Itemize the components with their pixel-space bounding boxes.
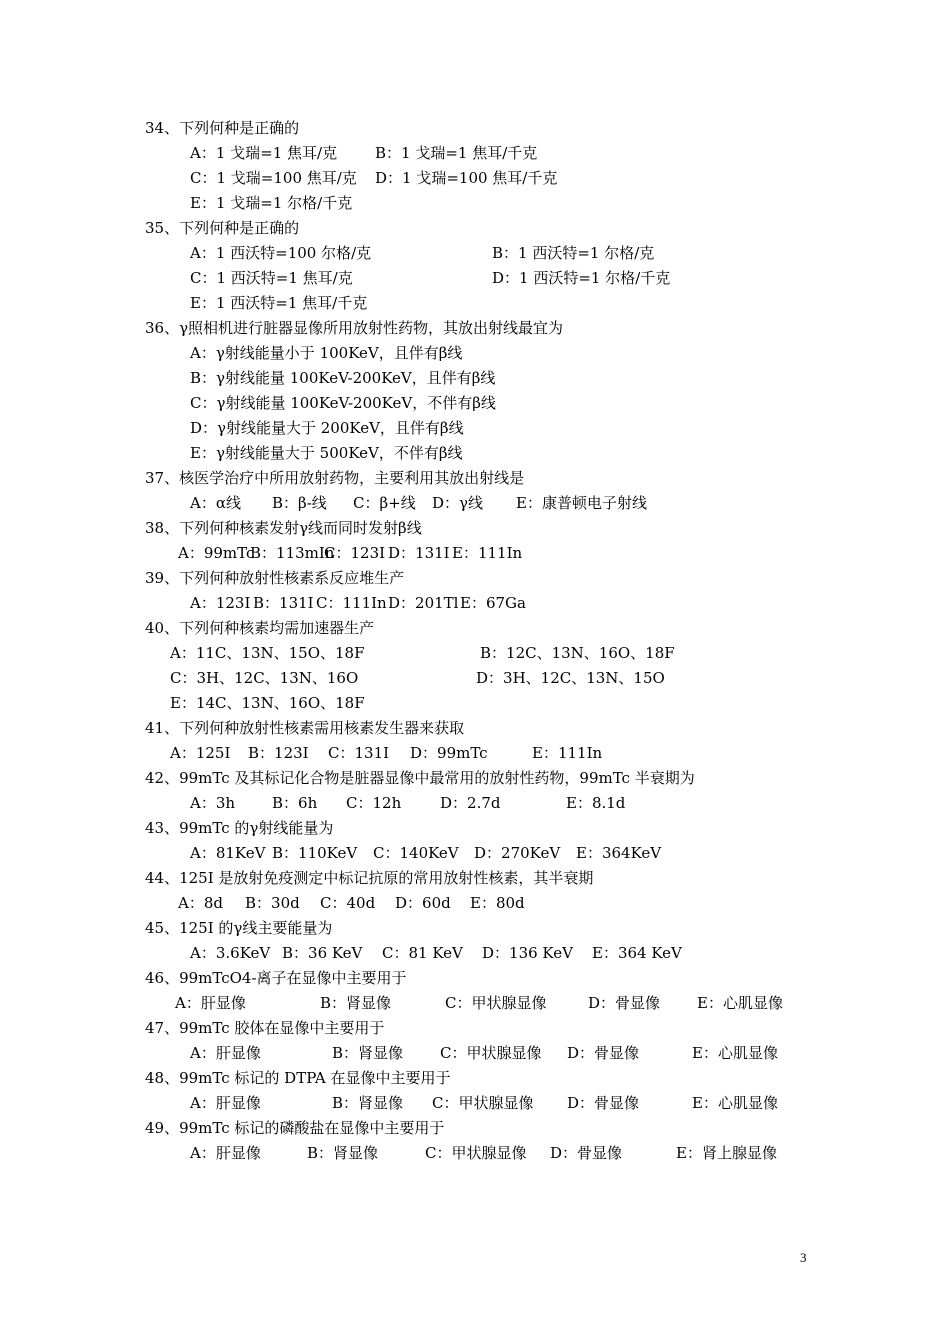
option-d: D：1 戈瑞=100 焦耳/千克 <box>375 169 558 187</box>
option-a: A：肝显像 <box>175 994 246 1012</box>
option-a: A：肝显像 <box>190 1044 261 1062</box>
option-c: C：甲状腺显像 <box>425 1144 527 1162</box>
question-41: 41、下列何种放射性核素需用核素发生器来获取 <box>145 719 465 737</box>
option-e: E：心肌显像 <box>692 1094 778 1112</box>
option-e: E：14C、13N、16O、18F <box>170 694 365 712</box>
option-b: B：1 戈瑞=1 焦耳/千克 <box>375 144 538 162</box>
option-a: A：8d <box>178 894 223 912</box>
option-c: C：甲状腺显像 <box>432 1094 534 1112</box>
option-d: D：99mTc <box>410 744 488 762</box>
option-c: C：40d <box>320 894 376 912</box>
option-b: B：β-线 <box>272 494 327 512</box>
option-d: D：骨显像 <box>588 994 661 1012</box>
option-e: E：67Ga <box>460 594 526 612</box>
option-e: E：肾上腺显像 <box>676 1144 777 1162</box>
option-e: E：心肌显像 <box>692 1044 778 1062</box>
option-a: A：99mTc <box>178 544 255 562</box>
option-d: D：骨显像 <box>567 1044 640 1062</box>
option-b: B：36 KeV <box>282 944 363 962</box>
question-39: 39、下列何种放射性核素系反应堆生产 <box>145 569 405 587</box>
option-b: B：12C、13N、16O、18F <box>480 644 675 662</box>
option-c: C：12h <box>346 794 402 812</box>
question-42: 42、99mTc 及其标记化合物是脏器显像中最常用的放射性药物，99mTc 半衰期为 <box>145 769 695 787</box>
option-a: A：肝显像 <box>190 1144 261 1162</box>
option-d: D：3H、12C、13N、15O <box>476 669 665 687</box>
option-c: C：131I <box>328 744 390 762</box>
option-d: D：骨显像 <box>567 1094 640 1112</box>
question-43: 43、99mTc 的γ射线能量为 <box>145 819 334 837</box>
question-49: 49、99mTc 标记的磷酸盐在显像中主要用于 <box>145 1119 445 1137</box>
option-b: B：113mIn <box>250 544 335 562</box>
question-37: 37、核医学治疗中所用放射药物，主要利用其放出射线是 <box>145 469 525 487</box>
option-e: E：γ射线能量大于 500KeV，不伴有β线 <box>190 444 463 462</box>
option-c: C：β+线 <box>353 494 416 512</box>
question-48: 48、99mTc 标记的 DTPA 在显像中主要用于 <box>145 1069 451 1087</box>
question-36: 36、γ照相机进行脏器显像所用放射性药物，其放出射线最宜为 <box>145 319 564 337</box>
option-a: A：肝显像 <box>190 1094 261 1112</box>
option-a: A：3.6KeV <box>190 944 271 962</box>
option-b: B：肾显像 <box>332 1094 404 1112</box>
option-d: D：γ线 <box>432 494 483 512</box>
page-number: 3 <box>800 1250 807 1265</box>
option-c: C：111In <box>316 594 387 612</box>
option-c: C：甲状腺显像 <box>440 1044 542 1062</box>
option-c: C：3H、12C、13N、16O <box>170 669 359 687</box>
option-a: A：1 戈瑞=1 焦耳/克 <box>190 144 338 162</box>
option-c: C：1 戈瑞=100 焦耳/克 <box>190 169 357 187</box>
option-b: B：123I <box>248 744 309 762</box>
option-c: C：甲状腺显像 <box>445 994 547 1012</box>
option-b: B：1 西沃特=1 尔格/克 <box>492 244 655 262</box>
option-e: E：1 西沃特=1 焦耳/千克 <box>190 294 368 312</box>
question-40: 40、下列何种核素均需加速器生产 <box>145 619 375 637</box>
option-b: B：30d <box>245 894 300 912</box>
option-b: B：肾显像 <box>307 1144 379 1162</box>
option-a: A：123I <box>190 594 251 612</box>
option-b: B：110KeV <box>272 844 358 862</box>
question-38: 38、下列何种核素发射γ线而同时发射β线 <box>145 519 422 537</box>
option-c: C：1 西沃特=1 焦耳/克 <box>190 269 353 287</box>
option-e: E：111In <box>532 744 603 762</box>
option-d: D：2.7d <box>440 794 501 812</box>
option-b: B：6h <box>272 794 318 812</box>
question-45: 45、125I 的γ线主要能量为 <box>145 919 333 937</box>
option-e: E：111In <box>452 544 523 562</box>
option-b: B：γ射线能量 100KeV-200KeV，且伴有β线 <box>190 369 496 387</box>
option-e: E：心肌显像 <box>697 994 783 1012</box>
option-d: D：γ射线能量大于 200KeV，且伴有β线 <box>190 419 464 437</box>
question-44: 44、125I 是放射免疫测定中标记抗原的常用放射性核素，其半衰期 <box>145 869 594 887</box>
option-d: D：60d <box>395 894 451 912</box>
option-d: D：136 KeV <box>482 944 573 962</box>
option-c: C：140KeV <box>373 844 459 862</box>
question-46: 46、99mTcO4-离子在显像中主要用于 <box>145 969 407 987</box>
option-d: D：1 西沃特=1 尔格/千克 <box>492 269 671 287</box>
option-c: C：81 KeV <box>382 944 463 962</box>
option-e: E：康普顿电子射线 <box>516 494 647 512</box>
option-a: A：11C、13N、15O、18F <box>170 644 365 662</box>
option-b: B：肾显像 <box>320 994 392 1012</box>
option-a: A：125I <box>170 744 231 762</box>
option-a: A：1 西沃特=100 尔格/克 <box>190 244 372 262</box>
option-d: D：270KeV <box>474 844 561 862</box>
option-b: B：131I <box>253 594 314 612</box>
option-d: D：131I <box>388 544 450 562</box>
option-a: A：α线 <box>190 494 241 512</box>
option-a: A：3h <box>190 794 236 812</box>
option-c: C：γ射线能量 100KeV-200KeV，不伴有β线 <box>190 394 496 412</box>
option-d: D：201Tl <box>388 594 459 612</box>
option-a: A：γ射线能量小于 100KeV，且伴有β线 <box>190 344 463 362</box>
option-e: E：80d <box>470 894 525 912</box>
option-e: E：8.1d <box>566 794 626 812</box>
option-b: B：肾显像 <box>332 1044 404 1062</box>
option-d: D：骨显像 <box>550 1144 623 1162</box>
question-34: 34、下列何种是正确的 <box>145 119 300 137</box>
option-c: C：123I <box>324 544 386 562</box>
option-e: E：364 KeV <box>592 944 682 962</box>
option-a: A：81KeV <box>190 844 266 862</box>
question-47: 47、99mTc 胶体在显像中主要用于 <box>145 1019 385 1037</box>
option-e: E：1 戈瑞=1 尔格/千克 <box>190 194 353 212</box>
option-e: E：364KeV <box>576 844 662 862</box>
question-35: 35、下列何种是正确的 <box>145 219 300 237</box>
